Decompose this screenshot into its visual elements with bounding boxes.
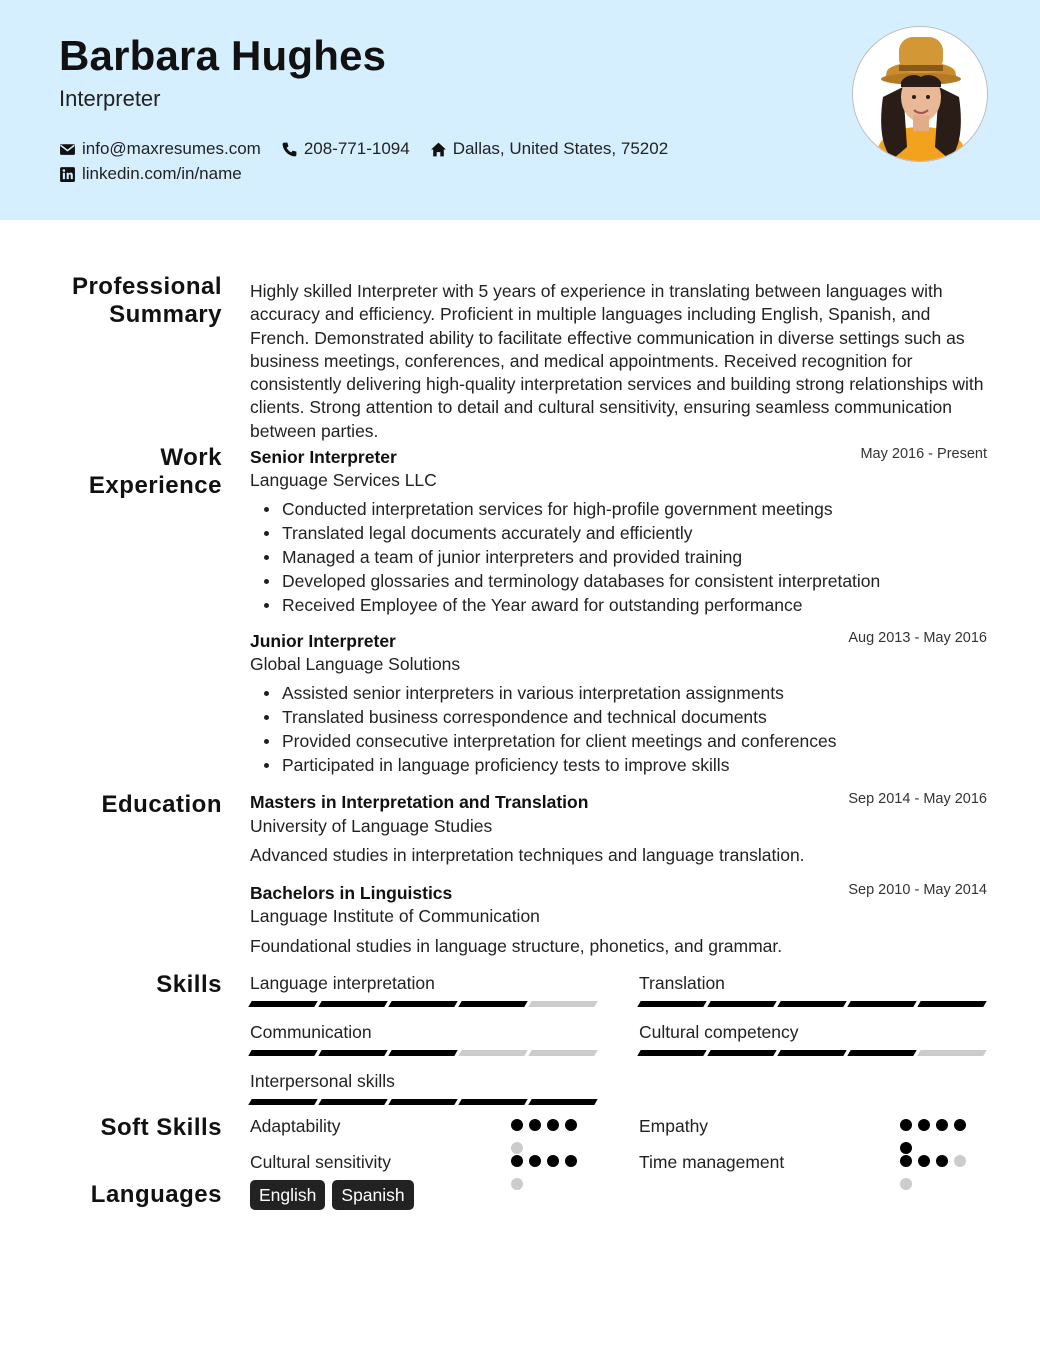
rating-dot <box>547 1119 559 1131</box>
list-item: Translated business correspondence and technical documents <box>260 705 836 729</box>
skill-bar-segment <box>917 1050 986 1056</box>
skill-name: Communication <box>250 1022 372 1042</box>
section-title-summary: Professional Summary <box>71 273 222 328</box>
envelope-icon <box>59 141 76 158</box>
skill-bar-segment <box>777 1001 846 1007</box>
degree-school: Language Institute of Communication <box>250 906 540 926</box>
rating-dot <box>565 1119 577 1131</box>
skill-item <box>250 1022 598 1043</box>
language-badge: English <box>250 1180 325 1210</box>
skill-item <box>250 1071 598 1092</box>
contact-row <box>59 164 262 184</box>
section-title-experience: Work Experience <box>88 444 222 499</box>
skill-bar-segment <box>318 1050 387 1056</box>
skill-bar <box>639 1001 987 1007</box>
list-item: Provided consecutive interpretation for client meetings and conferences <box>260 729 836 753</box>
skill-name: Cultural competency <box>639 1022 799 1042</box>
summary-text: Highly skilled Interpreter with 5 years of experience in translating between languages with accuracy and efficiency. Proficient in multiple languages including English, Spanish, and French. Demonstrated ability to facilitate effective communication in diverse settings such as business meetings, conferences, and medical appointments. Received recognition for consistently delivering high-quality interpretation services and building strong relationships with clients. Strong attention to detail and cultural sensitivity, ensuring seamless communication between parties. <box>250 281 984 441</box>
job-dates: May 2016 - Present <box>860 446 987 462</box>
skill-bar-segment <box>637 1050 706 1056</box>
skill-bar-segment <box>458 1050 527 1056</box>
skill-bar-segment <box>318 1099 387 1105</box>
list-item: Assisted senior interpreters in various interpretation assignments <box>260 681 836 705</box>
section-title-education: Education <box>101 791 222 818</box>
skill-name: Translation <box>639 973 725 993</box>
skill-bar-segment <box>777 1050 846 1056</box>
skill-bar-segment <box>528 1001 597 1007</box>
soft-skill-name: Cultural sensitivity <box>250 1152 392 1172</box>
soft-skill-name: Time management <box>639 1152 785 1172</box>
skill-name: Interpersonal skills <box>250 1071 395 1091</box>
phone-icon <box>281 141 298 158</box>
skill-bar-segment <box>458 1099 527 1105</box>
degree-description: Advanced studies in interpretation techniques and language translation. <box>250 845 805 865</box>
skill-item <box>639 1022 987 1043</box>
soft-skill-rating <box>900 1155 970 1215</box>
skill-bar-segment <box>847 1001 916 1007</box>
rating-dot <box>529 1119 541 1131</box>
resume-header <box>0 0 1040 220</box>
profile-photo <box>852 26 988 162</box>
skill-name: Language interpretation <box>250 973 435 993</box>
rating-dot <box>936 1119 948 1131</box>
skill-bar <box>639 1050 987 1056</box>
job-bullets <box>260 497 880 617</box>
soft-skill-name: Empathy <box>639 1116 709 1136</box>
skill-bar <box>250 1001 598 1007</box>
list-item: Managed a team of junior interpreters and provided training <box>260 545 880 569</box>
skill-bar-segment <box>388 1099 457 1105</box>
degree-dates: Sep 2010 - May 2014 <box>848 882 987 898</box>
degree-title: Bachelors in Linguistics <box>250 883 453 903</box>
rating-dot <box>900 1155 912 1167</box>
skill-bar-segment <box>847 1050 916 1056</box>
skill-bar <box>250 1099 598 1105</box>
contact-email[interactable] <box>59 139 261 159</box>
degree-school: University of Language Studies <box>250 816 493 836</box>
skill-item <box>250 973 598 994</box>
contact-linkedin[interactable] <box>59 164 242 184</box>
list-item: Translated legal documents accurately and efficiently <box>260 521 880 545</box>
skill-bar-segment <box>637 1001 706 1007</box>
skill-bar <box>250 1050 598 1056</box>
email-text: info@maxresumes.com <box>82 139 261 158</box>
skill-bar-segment <box>458 1001 527 1007</box>
job-company: Language Services LLC <box>250 470 437 490</box>
job-dates: Aug 2013 - May 2016 <box>848 630 987 646</box>
job-bullets <box>260 681 836 777</box>
language-badge: Spanish <box>332 1180 413 1210</box>
skill-bar-segment <box>388 1001 457 1007</box>
degree-dates: Sep 2014 - May 2016 <box>848 791 987 807</box>
list-item: Developed glossaries and terminology databases for consistent interpretation <box>260 569 880 593</box>
rating-dot <box>918 1119 930 1131</box>
section-title-languages: Languages <box>90 1181 222 1208</box>
skill-item <box>639 973 987 994</box>
job-title: Senior Interpreter <box>250 447 397 467</box>
rating-dot <box>918 1155 930 1167</box>
list-item: Participated in language proficiency tests to improve skills <box>260 753 836 777</box>
skill-bar-segment <box>318 1001 387 1007</box>
skill-bar-segment <box>248 1001 317 1007</box>
linkedin-icon <box>59 166 76 183</box>
skill-bar-segment <box>707 1001 776 1007</box>
skill-bar-segment <box>917 1001 986 1007</box>
rating-dot <box>900 1119 912 1131</box>
linkedin-text: linkedin.com/in/name <box>82 164 242 183</box>
skill-bar-segment <box>248 1099 317 1105</box>
contact-row <box>59 139 688 159</box>
job-company: Global Language Solutions <box>250 654 461 674</box>
contact-location <box>430 139 668 159</box>
skill-bar-segment <box>528 1050 597 1056</box>
rating-dot <box>954 1119 966 1131</box>
soft-skill-rating <box>511 1155 581 1215</box>
skill-bar-segment <box>388 1050 457 1056</box>
rating-dot <box>565 1155 577 1167</box>
rating-dot <box>511 1178 523 1190</box>
skill-bar-segment <box>248 1050 317 1056</box>
rating-dot <box>936 1155 948 1167</box>
rating-dot <box>529 1155 541 1167</box>
location-text: Dallas, United States, 75202 <box>452 139 669 158</box>
job-title: Junior Interpreter <box>250 631 396 651</box>
list-item: Received Employee of the Year award for outstanding performance <box>260 593 880 617</box>
skill-bar-segment <box>707 1050 776 1056</box>
section-title-skills: Skills <box>156 971 222 998</box>
language-list <box>250 1180 421 1210</box>
rating-dot <box>547 1155 559 1167</box>
rating-dot <box>511 1155 523 1167</box>
candidate-title: Interpreter <box>59 86 161 111</box>
home-icon <box>430 141 447 158</box>
contact-phone[interactable] <box>281 139 410 159</box>
section-title-soft-skills: Soft Skills <box>100 1114 222 1141</box>
rating-dot <box>511 1142 523 1154</box>
phone-text: 208-771-1094 <box>303 139 410 158</box>
rating-dot <box>954 1155 966 1167</box>
rating-dot <box>511 1119 523 1131</box>
degree-description: Foundational studies in language structure, phonetics, and grammar. <box>250 936 783 956</box>
degree-title: Masters in Interpretation and Translation <box>250 792 589 812</box>
rating-dot <box>900 1142 912 1154</box>
candidate-name: Barbara Hughes <box>59 32 387 79</box>
soft-skill-name: Adaptability <box>250 1116 341 1136</box>
skill-bar-segment <box>528 1099 597 1105</box>
list-item: Conducted interpretation services for high-profile government meetings <box>260 497 880 521</box>
rating-dot <box>900 1178 912 1190</box>
